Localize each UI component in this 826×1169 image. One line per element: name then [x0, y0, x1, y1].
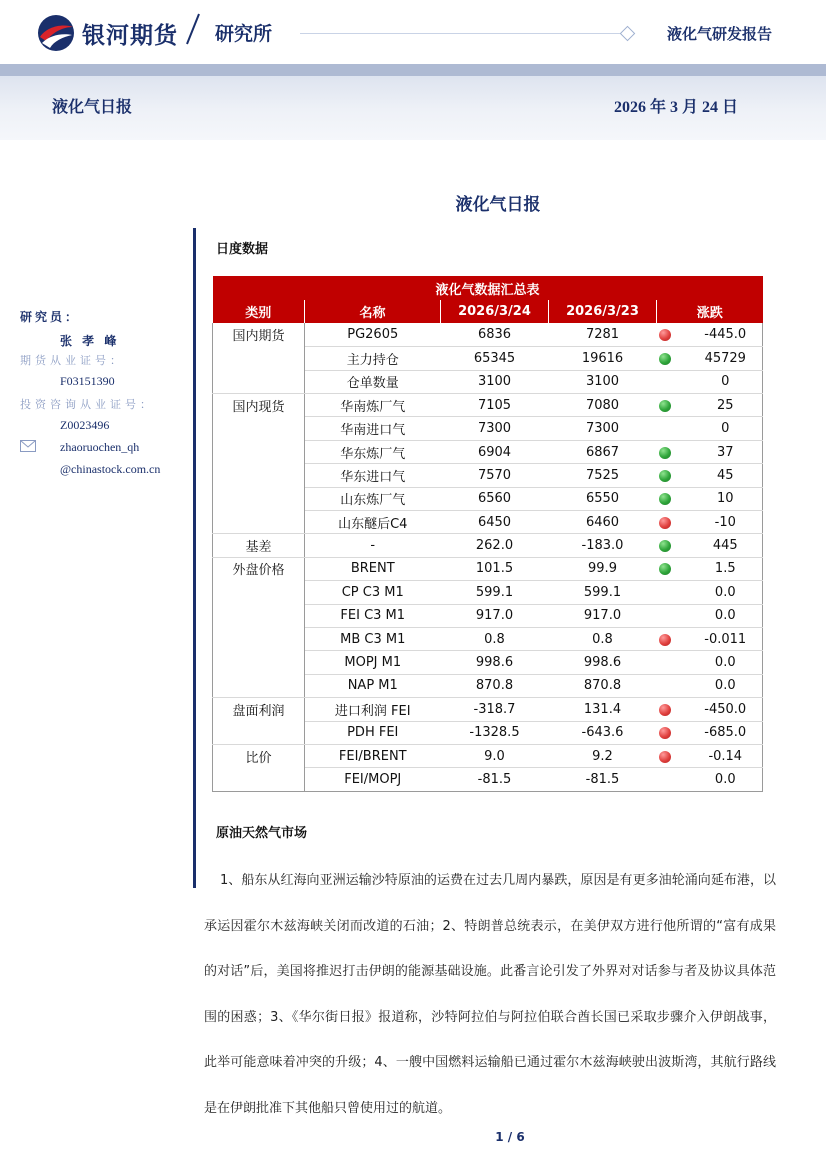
cell-d0: 6867	[549, 440, 657, 463]
change-value: 445	[712, 538, 738, 554]
change-value: -685.0	[704, 725, 747, 741]
cell-change	[657, 557, 763, 580]
up-indicator-icon	[659, 447, 671, 459]
cell-change	[657, 744, 763, 767]
cell-d1: 6836	[441, 323, 549, 346]
change-value: 0.0	[714, 655, 736, 671]
cell-category	[213, 440, 305, 463]
cell-d0: 3100	[549, 370, 657, 393]
up-indicator-icon	[659, 563, 671, 575]
brand-name: 银河期货	[82, 23, 178, 49]
table-row	[213, 627, 763, 650]
change-value: 10	[716, 491, 734, 507]
cell-d0: 19616	[549, 347, 657, 370]
change-value: 0	[721, 421, 730, 437]
table-header-3: 2026/3/23	[549, 300, 657, 323]
cell-category	[213, 487, 305, 510]
cell-d0: 6550	[549, 487, 657, 510]
cell-change	[657, 604, 763, 627]
cell-name: 主力持仓	[305, 347, 441, 370]
cell-d0: 7281	[549, 323, 657, 346]
cell-d1: 6560	[441, 487, 549, 510]
lpg-summary-table	[212, 276, 762, 792]
cell-name: 华东进口气	[305, 464, 441, 487]
envelope-icon	[20, 440, 36, 452]
page-number: 1 / 6	[495, 1130, 525, 1144]
cell-name: 华南进口气	[305, 417, 441, 440]
table-row	[213, 581, 763, 604]
cell-category	[213, 370, 305, 393]
futures-license-number: F03151390	[60, 374, 115, 388]
divider-slash-icon	[183, 12, 203, 46]
cell-d0: 6460	[549, 511, 657, 534]
page-header	[0, 0, 826, 64]
table-row	[213, 464, 763, 487]
cell-name: PDH FEI	[305, 721, 441, 744]
change-value: 0.0	[714, 772, 736, 787]
email-domain[interactable]: @chinastock.com.cn	[60, 462, 161, 476]
cell-category	[213, 768, 305, 791]
cell-name: PG2605	[305, 323, 441, 346]
change-value: -0.14	[708, 748, 743, 764]
change-value: 25	[716, 397, 734, 413]
cell-d0: 599.1	[549, 581, 657, 604]
cell-d1: 6450	[441, 511, 549, 534]
cell-d0: 131.4	[549, 698, 657, 721]
cell-change	[657, 394, 763, 417]
analyst-name: 张 孝 峰	[60, 334, 120, 348]
cell-category	[213, 581, 305, 604]
table-row	[213, 511, 763, 534]
cell-name: 仓单数量	[305, 370, 441, 393]
table-row	[213, 394, 763, 417]
futures-license-label: 期货从业证号：	[20, 354, 125, 367]
cell-d1: -318.7	[441, 698, 549, 721]
cell-change	[657, 440, 763, 463]
cell-category	[213, 627, 305, 650]
cell-d1: 7105	[441, 394, 549, 417]
table-row	[213, 440, 763, 463]
cell-category	[213, 674, 305, 697]
change-value: 0.0	[714, 678, 736, 694]
cell-d1: 65345	[441, 347, 549, 370]
table-row	[213, 534, 763, 557]
cell-d0: 917.0	[549, 604, 657, 627]
department-name: 研究所	[215, 23, 273, 45]
cell-category	[213, 347, 305, 370]
change-value: 45	[716, 467, 734, 483]
cell-name: FEI/BRENT	[305, 744, 441, 767]
cell-category: 盘面利润	[213, 698, 305, 721]
table-header-0: 类别	[213, 300, 305, 323]
cell-d0: 998.6	[549, 651, 657, 674]
table-row	[213, 651, 763, 674]
analyst-label: 研究员：	[20, 310, 81, 324]
cell-d0: 7080	[549, 394, 657, 417]
cell-change	[657, 698, 763, 721]
cell-d1: 3100	[441, 370, 549, 393]
consulting-license-number: Z0023496	[60, 418, 110, 432]
up-indicator-icon	[659, 470, 671, 482]
up-indicator-icon	[659, 493, 671, 505]
cell-name: -	[305, 534, 441, 557]
cell-name: BRENT	[305, 557, 441, 580]
diamond-icon	[620, 26, 636, 42]
cell-change	[657, 487, 763, 510]
sidebar-divider	[193, 228, 196, 888]
cell-change	[657, 511, 763, 534]
table-row	[213, 347, 763, 370]
cell-d1: 7570	[441, 464, 549, 487]
cell-change	[657, 627, 763, 650]
galaxy-logo-icon	[36, 13, 76, 53]
cell-d1: -1328.5	[441, 721, 549, 744]
cell-name: CP C3 M1	[305, 581, 441, 604]
cell-d1: 870.8	[441, 674, 549, 697]
cell-category: 国内期货	[213, 323, 305, 346]
cell-change	[657, 768, 763, 791]
title-band-stripe	[0, 64, 826, 76]
market-paragraph-text: 1、船东从红海向亚洲运输沙特原油的运费在过去几周内暴跌，原因是有更多油轮涌向延布港，以承运因霍尔木兹海峡关闭而改道的石油；2、特朗普总统表示，在美伊双方进行他所谓的“富有成果的对话”后，美国将推迟打击伊朗的能源基础设施。此番言论引发了外界对对话参与者及协议具体范围的困惑；3、《华尔街日报》报道称，沙特阿拉伯与阿拉伯联合酋长国已采取步骤介入伊朗战事，此举可能意味着冲突的升级；4、一艘中国燃料运输船已通过霍尔木兹海峡驶出波斯湾，其航行路线是在伊朗批准下其他船只曾使用过的航道。	[204, 873, 776, 1116]
cell-d1: 6904	[441, 440, 549, 463]
cell-change	[657, 370, 763, 393]
table-row	[213, 698, 763, 721]
cell-change	[657, 721, 763, 744]
cell-change	[657, 581, 763, 604]
change-value: -450.0	[704, 701, 747, 717]
table-header-4: 涨跌	[657, 300, 763, 323]
table-row	[213, 557, 763, 580]
cell-d1: 998.6	[441, 651, 549, 674]
cell-name: 进口利润 FEI	[305, 698, 441, 721]
change-value: 37	[716, 444, 734, 460]
cell-d0: -81.5	[549, 768, 657, 791]
cell-category	[213, 417, 305, 440]
down-indicator-icon	[659, 517, 671, 529]
cell-category	[213, 651, 305, 674]
report-date: 2026 年 3 月 24 日	[613, 99, 738, 116]
cell-d1: 101.5	[441, 557, 549, 580]
consulting-license-label: 投资咨询从业证号：	[20, 398, 155, 411]
table-row	[213, 417, 763, 440]
cell-d1: 917.0	[441, 604, 549, 627]
cell-d1: -81.5	[441, 768, 549, 791]
cell-name: 山东醚后C4	[305, 511, 441, 534]
cell-d0: 9.2	[549, 744, 657, 767]
down-indicator-icon	[659, 704, 671, 716]
change-value: 0.0	[714, 584, 736, 600]
table-row	[213, 604, 763, 627]
cell-d0: -183.0	[549, 534, 657, 557]
cell-change	[657, 323, 763, 346]
cell-category: 国内现货	[213, 394, 305, 417]
cell-change	[657, 534, 763, 557]
section-oil-gas-market: 原油天然气市场	[216, 826, 308, 841]
cell-change	[657, 417, 763, 440]
cell-name: 山东炼厂气	[305, 487, 441, 510]
table-row	[213, 323, 763, 346]
change-value: -445.0	[704, 327, 747, 343]
cell-d0: -643.6	[549, 721, 657, 744]
cell-d1: 599.1	[441, 581, 549, 604]
cell-name: MOPJ M1	[305, 651, 441, 674]
table-row	[213, 721, 763, 744]
band-title: 液化气日报	[52, 97, 133, 116]
header-rule	[300, 33, 630, 34]
email-user[interactable]: zhaoruochen_qh	[60, 440, 140, 454]
table-row	[213, 487, 763, 510]
table-row	[213, 744, 763, 767]
down-indicator-icon	[659, 329, 671, 341]
cell-category	[213, 721, 305, 744]
down-indicator-icon	[659, 727, 671, 739]
down-indicator-icon	[659, 751, 671, 763]
table-header-2: 2026/3/24	[441, 300, 549, 323]
cell-category: 基差	[213, 534, 305, 557]
cell-name: NAP M1	[305, 674, 441, 697]
cell-d0: 99.9	[549, 557, 657, 580]
table-row	[213, 370, 763, 393]
change-value: 0.0	[714, 608, 736, 624]
cell-change	[657, 674, 763, 697]
change-value: 0	[721, 374, 730, 390]
up-indicator-icon	[659, 400, 671, 412]
change-value: 1.5	[714, 561, 736, 577]
change-value: -10	[714, 514, 736, 530]
cell-d0: 0.8	[549, 627, 657, 650]
up-indicator-icon	[659, 540, 671, 552]
cell-category	[213, 604, 305, 627]
cell-d0: 7525	[549, 464, 657, 487]
cell-d0: 7300	[549, 417, 657, 440]
cell-name: FEI/MOPJ	[305, 768, 441, 791]
cell-d1: 0.8	[441, 627, 549, 650]
cell-category: 比价	[213, 744, 305, 767]
cell-category	[213, 464, 305, 487]
down-indicator-icon	[659, 634, 671, 646]
table-row	[213, 768, 763, 791]
market-paragraph	[204, 858, 776, 1131]
change-value: 45729	[704, 350, 746, 366]
up-indicator-icon	[659, 353, 671, 365]
cell-d1: 9.0	[441, 744, 549, 767]
table-header-1: 名称	[305, 300, 441, 323]
table-title: 液化气数据汇总表	[213, 276, 763, 300]
cell-change	[657, 347, 763, 370]
cell-change	[657, 464, 763, 487]
cell-name: 华东炼厂气	[305, 440, 441, 463]
report-type: 液化气研发报告	[666, 25, 772, 43]
document-title: 液化气日报	[455, 195, 541, 215]
table-row	[213, 674, 763, 697]
cell-name: FEI C3 M1	[305, 604, 441, 627]
cell-d0: 870.8	[549, 674, 657, 697]
cell-change	[657, 651, 763, 674]
cell-d1: 262.0	[441, 534, 549, 557]
section-daily-data: 日度数据	[216, 242, 269, 257]
cell-name: 华南炼厂气	[305, 394, 441, 417]
change-value: -0.011	[704, 631, 747, 647]
cell-category: 外盘价格	[213, 557, 305, 580]
cell-d1: 7300	[441, 417, 549, 440]
cell-category	[213, 511, 305, 534]
cell-name: MB C3 M1	[305, 627, 441, 650]
